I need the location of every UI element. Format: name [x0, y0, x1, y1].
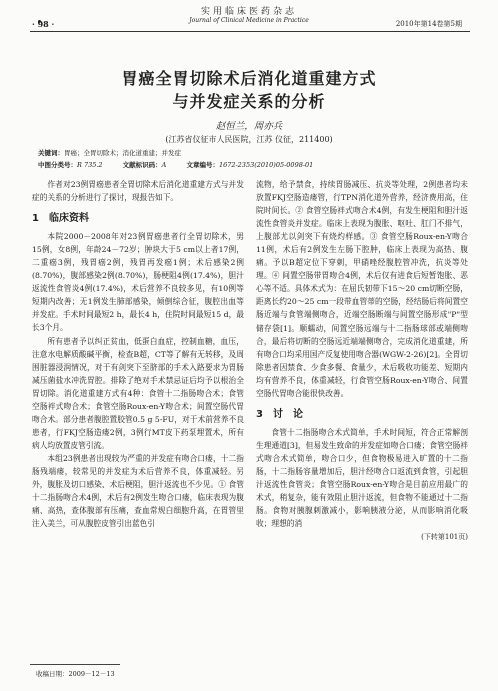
authors: 赵恒兰，周亦兵 — [215, 121, 283, 132]
right-paragraph-1: 流物，给予禁食，持续胃肠减压、抗炎等处理，2例患者均未放置FKJ空肠造瘘管，行TPN消化道外营养，经济费用高，住院时间长。② 食管空肠袢式吻合术4例，有发生梗阻和胆汁返流性食管炎并发症。临床上表现为腹胀、呕吐、肛门不排气，上腹部尤以剑突下有烧灼样感。③ 食管空肠Roux-en-Y吻合11例，术后有2例发生左肠下腔肿，临床上表现为高热、腹痛。予以B超定位下穿刺，甲硝唑经腹腔管冲洗，抗炎等处理。④ 间置空肠带胃吻合4例，术后仅有进食后短暂饱胀、恶心等不适。具体术式为：在屈氏韧带下15～20 cm切断空肠，距离长约20～25 cm一段带血管蒂的空肠，经结肠后将间置空肠近端与食管端侧吻合，近端空肠断端与间置空肠形成"P"型储存袋[1]。顺蠕动，间置空肠远端与十二指肠球部或端侧吻合，最后将切断的空肠远近端端侧吻合，完成消化道重建，所有吻合口均采用国产反复使用吻合器(WGW-2-26)[2]。全胃切除患者因禁食、少食多餐、食量少，术后吸收功能差、短期内均有营养不良，体重减轻，行食管空肠Roux-en-Y吻合、间置空肠代胃吻合能很快改善。 — [256, 180, 468, 398]
article-no-label: 文章编号： — [186, 161, 219, 169]
article-no: 1672-2353(2010)05-0098-01 — [218, 161, 314, 169]
clinical-paragraph-2: 所有患者予以纠正贫血，低蛋白血症，控制血糖，血压，注意水电解质酸碱平衡，检查B超，CT等了解有无转移，及周围脏器浸润情况，对于有剑突下至脐部的手术入路要求为胃肠减压菌盐水冲洗胃腔。排除了绝对手术禁忌证后均予以根治全胃切除。消化道重建方式有4种：食管十二指肠吻合术；食管空肠袢式吻合术；食管空肠Roux-en-Y吻合术；间置空肠代胃吻合术。部分患者腹腔置胶管0.5 g 5-FU，对于术前营养不良患者，行FKJ空肠造瘘2例，3例行MT皮下药泵埋置术，所有病人均放置皮管引流。 — [32, 336, 244, 450]
keywords-line — [38, 148, 181, 157]
received-date: 收稿日期：2009－12－13 — [36, 670, 115, 678]
doc-code: A — [161, 161, 167, 169]
journal-title-cn: 实用临床医药杂志 — [200, 7, 297, 17]
clinical-paragraph-3: 本组23例患者出现较为严重的并发症有吻合口瘘，十二指肠残端瘘，较常见的并发症为术后营养不良，体重减轻。另外，腹胀及切口感染、术后梗阻，胆汁返流也不少见。① 食管十二指肠吻合术4例，术后有2例发生吻合口瘘，临床表现为腹痛、高热，查体腹部有压痛，查血常规白细胞升高，在胃管里注入美兰，可从腹腔皮管引出蓝色引 — [32, 453, 244, 529]
clinical-paragraph-1: 本院2000－2008年对23例胃癌患者行全胃切除术，男15例，女8例，年龄24－72岁；肿块大于5 cm以上者17例，二重癌3例，残胃癌2例，残胃再发癌1例；术后感染2例(8.70%)，腹部感染2例(8.70%)，肠梗阻4例(17.4%)，胆汁返流性食管炎4例(17.4%)，术后营养不良较多见，有10例等短期内改善；无1例发生肺部感染，倾倒综合征，腹腔出血等并发症。手术时间最短2 h，最长4 h，住院时间最短15 d，最长3个月。 — [32, 232, 244, 333]
clc-label: 中图分类号： — [38, 161, 77, 169]
section-heading-discussion: 3 讨 论 — [256, 408, 303, 420]
clc-code: R 735.2 — [77, 161, 103, 169]
affiliation: (江苏省仪征市人民医院，江苏 仪征，211400) — [165, 135, 333, 144]
keywords: 胃癌；全胃切除术；消化道重建；并发症 — [64, 149, 181, 157]
journal-title-en: Journal of Clinical Medicine in Practice — [189, 17, 309, 24]
article-title-line2: 与并发症关系的分析 — [172, 92, 326, 111]
volume-issue: 2010年第14卷第5期 — [395, 20, 462, 28]
classification-line — [38, 160, 331, 169]
doc-code-label: 文献标识码： — [122, 161, 162, 169]
right-column — [256, 178, 468, 544]
keywords-label: 关键词： — [38, 149, 64, 157]
page-number: · 98 · — [32, 19, 55, 29]
section-heading-clinical: 1 临床资料 — [32, 213, 89, 225]
left-column — [32, 178, 244, 530]
footnote-rule — [30, 664, 120, 665]
header-rule — [30, 31, 470, 32]
article-title-line1: 胃癌全胃切除术后消化道重建方式 — [121, 69, 377, 88]
discussion-paragraph: 食管十二指肠吻合术式简单，手术时间短，符合正常解剖生理通道[3]，但易发生致命的并发症如吻合口瘘；食管空肠袢式吻合术式简单，吻合口少，但食物极易进入旷置的十二指肠，十二指肠容量增加后，胆汁经吻合口返流到食管，引起胆汁返流性食管炎；食管空肠Roux-en-Y吻合是目前应用最广的术式，稍复杂，能有效阻止胆汁返流，但食物不能通过十二指肠。食物对胰腺刺激减小，影响胰液分泌，从而影响消化吸收；理想的消 — [256, 427, 468, 529]
intro-paragraph: 作者对23例胃癌患者全胃切除术后消化道重建方式与并发症的关系的分析进行了探讨，现报告如下。 — [32, 180, 244, 203]
continued-note: (下转第101页) — [421, 533, 468, 542]
